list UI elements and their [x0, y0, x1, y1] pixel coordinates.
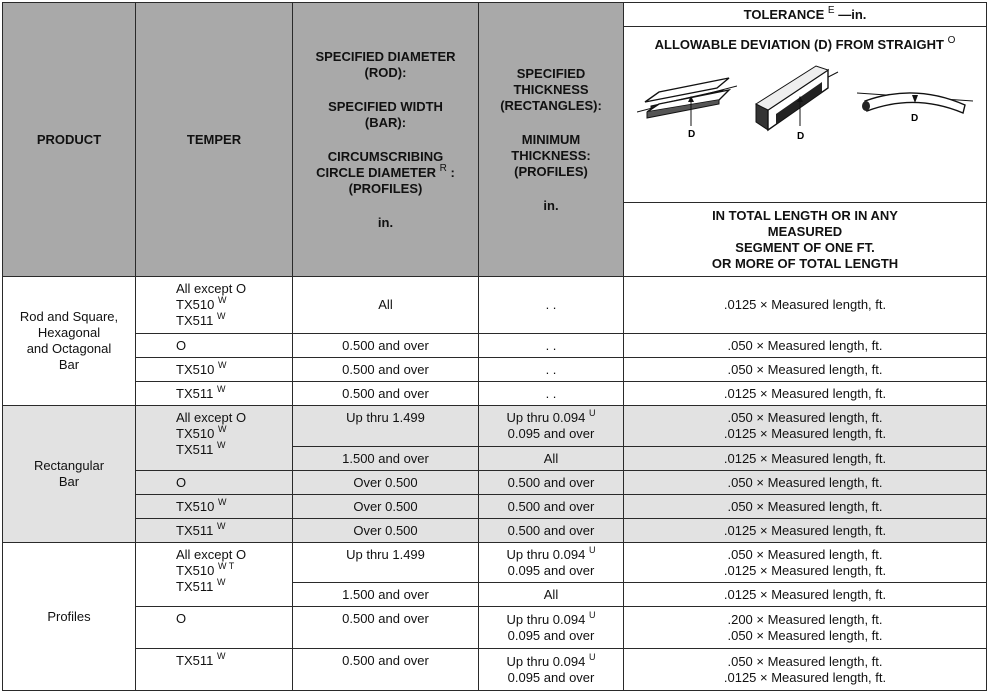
diameter-cell: 0.500 and over [293, 334, 479, 358]
table-row [3, 277, 987, 334]
temper-header: TEMPER [136, 3, 293, 277]
tolerance-cell: .0125 × Measured length, ft. [624, 519, 987, 543]
temper-cell: All except O TX510 $^W$ TX511 $^W$ [136, 406, 293, 471]
deviation-header: ALLOWABLE DEVIATION (D) FROM STRAIGHT $^O$ D D D [624, 27, 987, 203]
product-cell-profiles: Profiles [3, 543, 136, 691]
temper-cell: O [136, 607, 293, 649]
diameter-cell: Up thru 1.499 [293, 543, 479, 583]
thickness-cell: . . [479, 382, 624, 406]
tolerance-cell: .200 × Measured length, ft. .050 × Measured length, ft. [624, 607, 987, 649]
diameter-cell: Over 0.500 [293, 519, 479, 543]
tolerance-cell: .050 × Measured length, ft. .0125 × Measured length, ft. [624, 406, 987, 447]
diameter-cell: 1.500 and over [293, 447, 479, 471]
table-row [3, 334, 987, 358]
tolerance-cell: .0125 × Measured length, ft. [624, 447, 987, 471]
tolerance-cell: .050 × Measured length, ft. [624, 334, 987, 358]
tolerance-table [2, 2, 987, 691]
table-row [3, 519, 987, 543]
table-row [3, 607, 987, 649]
diameter-header: SPECIFIED DIAMETER (ROD): SPECIFIED WIDTH (BAR): CIRCUMSCRIBING CIRCLE DIAMETER $^R$ : (PROFILES) in. [293, 3, 479, 277]
temper-cell: O [136, 334, 293, 358]
i-beam-figure-icon [637, 68, 737, 138]
thickness-cell: Up thru 0.094 $^U$ 0.095 and over [479, 649, 624, 691]
header-row-1 [3, 3, 987, 27]
diameter-cell: 0.500 and over [293, 649, 479, 691]
thickness-cell: Up thru 0.094 $^U$ 0.095 and over [479, 543, 624, 583]
tolerance-cell: .0125 × Measured length, ft. [624, 583, 987, 607]
product-cell-rod: Rod and Square, Hexagonal and Octagonal Bar [3, 277, 136, 406]
table-row [3, 358, 987, 382]
thickness-cell: . . [479, 334, 624, 358]
straightness-figures [624, 53, 986, 153]
table-row [3, 495, 987, 519]
table-row [3, 649, 987, 691]
thickness-cell: Up thru 0.094 $^U$ 0.095 and over [479, 406, 624, 447]
thickness-cell: Up thru 0.094 $^U$ 0.095 and over [479, 607, 624, 649]
channel-figure-icon [752, 64, 842, 142]
diameter-cell: 0.500 and over [293, 358, 479, 382]
temper-cell: All except O TX510 $^W$ TX511 $^W$ [136, 277, 293, 334]
thickness-cell: . . [479, 277, 624, 334]
tolerance-cell: .050 × Measured length, ft. .0125 × Measured length, ft. [624, 649, 987, 691]
diameter-cell: Up thru 1.499 [293, 406, 479, 447]
temper-cell: O [136, 471, 293, 495]
tolerance-cell: .0125 × Measured length, ft. [624, 277, 987, 334]
thickness-cell: All [479, 447, 624, 471]
table-row [3, 406, 987, 447]
thickness-cell: 0.500 and over [479, 495, 624, 519]
svg-text:D: D [910, 113, 918, 124]
diameter-cell: All [293, 277, 479, 334]
temper-cell: TX510 $^W$ [136, 495, 293, 519]
table-row [3, 382, 987, 406]
thickness-cell: All [479, 583, 624, 607]
temper-cell: TX511 $^W$ [136, 519, 293, 543]
tolerance-cell: .050 × Measured length, ft. [624, 495, 987, 519]
table-row [3, 471, 987, 495]
thickness-cell: . . [479, 358, 624, 382]
table-row [3, 543, 987, 583]
length-header: IN TOTAL LENGTH OR IN ANY MEASURED SEGMENT OF ONE FT. OR MORE OF TOTAL LENGTH [624, 203, 987, 277]
tolerance-cell: .0125 × Measured length, ft. [624, 382, 987, 406]
diameter-cell: Over 0.500 [293, 471, 479, 495]
diameter-cell: 0.500 and over [293, 607, 479, 649]
product-header: PRODUCT [3, 3, 136, 277]
diameter-cell: 0.500 and over [293, 382, 479, 406]
temper-cell: All except O TX510 $^{W T}$ TX511 $^W$ [136, 543, 293, 607]
temper-cell: TX510 $^W$ [136, 358, 293, 382]
tolerance-cell: .050 × Measured length, ft. .0125 × Measured length, ft. [624, 543, 987, 583]
svg-text:D: D [688, 129, 696, 138]
diameter-cell: 1.500 and over [293, 583, 479, 607]
product-cell-rectangular: Rectangular Bar [3, 406, 136, 543]
thickness-cell: 0.500 and over [479, 519, 624, 543]
svg-text:D: D [796, 131, 805, 142]
thickness-cell: 0.500 and over [479, 471, 624, 495]
thickness-header: SPECIFIED THICKNESS (RECTANGLES): MINIMUM THICKNESS: (PROFILES) in. [479, 3, 624, 277]
rod-figure-icon [857, 75, 973, 131]
temper-cell: TX511 $^W$ [136, 649, 293, 691]
diameter-cell: Over 0.500 [293, 495, 479, 519]
tolerance-header: TOLERANCE $^E$ —in. [624, 3, 987, 27]
temper-cell: TX511 $^W$ [136, 382, 293, 406]
tolerance-cell: .050 × Measured length, ft. [624, 471, 987, 495]
tolerance-cell: .050 × Measured length, ft. [624, 358, 987, 382]
